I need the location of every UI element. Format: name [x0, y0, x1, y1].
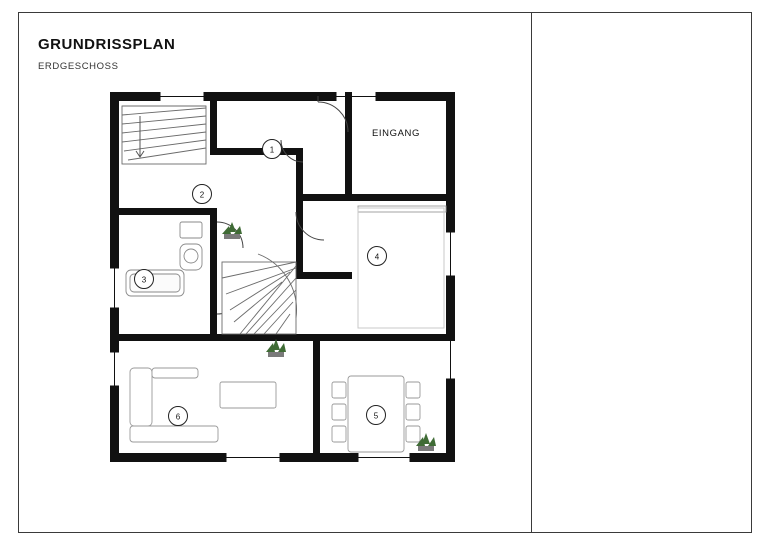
svg-text:6: 6: [175, 412, 181, 422]
svg-text:2: 2: [199, 190, 205, 200]
svg-text:5: 5: [373, 411, 379, 421]
entrance-label: EINGANG: [371, 128, 421, 139]
svg-text:4: 4: [374, 252, 380, 262]
info-panel: [532, 12, 752, 533]
floorplan-drawing: [100, 82, 500, 502]
svg-text:3: 3: [141, 275, 147, 285]
svg-text:1: 1: [269, 145, 275, 155]
page-subtitle: ERDGESCHOSS: [38, 61, 119, 72]
page-title: GRUNDRISSPLAN: [38, 36, 176, 53]
